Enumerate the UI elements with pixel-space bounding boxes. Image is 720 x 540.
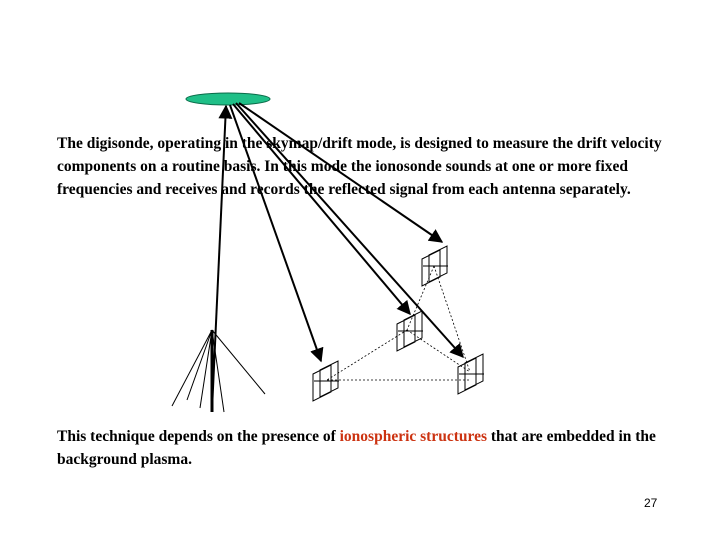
- ionosphere-reflector: [186, 93, 270, 105]
- technique-text-start: This technique depends on the presence of: [57, 428, 340, 445]
- page-number: 27: [644, 496, 658, 510]
- receive-antenna-4: [458, 354, 484, 394]
- technique-paragraph: [57, 425, 707, 471]
- receive-antenna-1: [422, 246, 448, 286]
- receive-antenna-2: [397, 311, 423, 351]
- transmit-antenna-mast: [172, 330, 265, 412]
- technique-text-end: that are embedded in the background plasma.: [57, 428, 656, 468]
- highlighted-term: ionospheric structures: [339, 428, 488, 445]
- description-paragraph: The digisonde, operating in the skymap/drift mode, is designed to measure the drift velocity components on a routine basis. In this mode the ionosonde sounds at one or more fixed frequencies and receives and records the reflected signal from each antenna separately.: [57, 135, 662, 198]
- receive-antenna-3: [313, 361, 339, 401]
